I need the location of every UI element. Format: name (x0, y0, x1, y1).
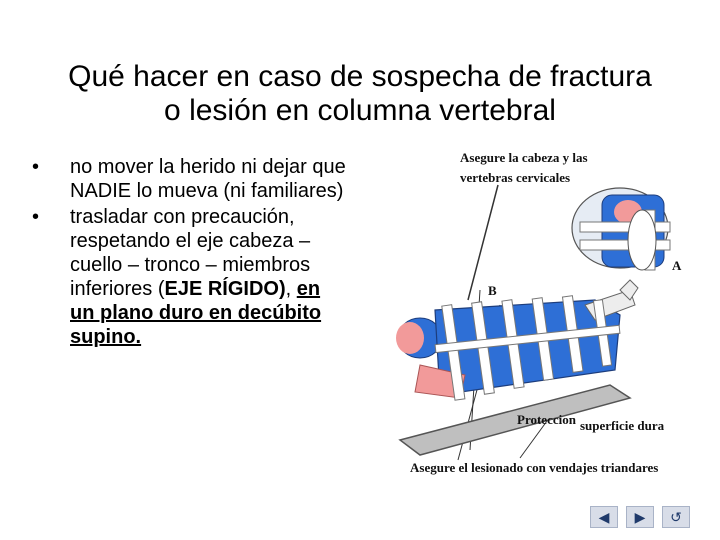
body-figure-b (396, 280, 638, 400)
label-vertebrae: vertebras cervicales (460, 170, 571, 185)
bullet-dot: • (32, 156, 40, 178)
head-figure-a (572, 188, 670, 270)
label-b: B (488, 283, 497, 298)
bullet-text-1: no mover la herido ni dejar que NADIE lo mueva (ni familiares) (70, 156, 346, 202)
bullet2-text-a: trasladar con precaución, respetando el eje cabeza – cuello – tronco – miembros inferiores ( (70, 206, 311, 300)
bullet-text-2 (70, 205, 350, 349)
slide-title (0, 60, 720, 128)
previous-slide-button[interactable] (590, 506, 618, 528)
label-proteccion: Proteccion (517, 412, 576, 427)
label-secure-patient: Asegure el lesionado con vendajes triandares (410, 460, 659, 475)
right-arrow-icon: ▶ (634, 508, 646, 525)
label-superficie: superficie dura (580, 418, 665, 433)
title-line-1: Qué hacer en caso de sospecha de fractura (68, 60, 652, 93)
bullet2-underlined: en un plano duro en decúbito supino. (70, 278, 322, 348)
bullet-item-1 (30, 155, 350, 203)
bullet-list (30, 155, 350, 351)
left-arrow-icon: ◀ (598, 508, 610, 525)
spinal-immobilization-illustration (380, 140, 690, 485)
bullet-item-2 (30, 205, 350, 349)
label-a: A (672, 258, 682, 273)
next-slide-button[interactable] (626, 506, 654, 528)
return-arrow-icon: ↺ (670, 508, 682, 525)
label-secure-head: Asegure la cabeza y las (460, 150, 588, 165)
bullet2-bold: EJE RÍGIDO) (164, 278, 286, 300)
bullet-dot: • (32, 206, 40, 228)
return-button[interactable] (662, 506, 690, 528)
slide-navigation (590, 506, 690, 528)
bullet2-separator: , (285, 278, 297, 300)
title-line-2: o lesión en columna vertebral (164, 94, 556, 127)
